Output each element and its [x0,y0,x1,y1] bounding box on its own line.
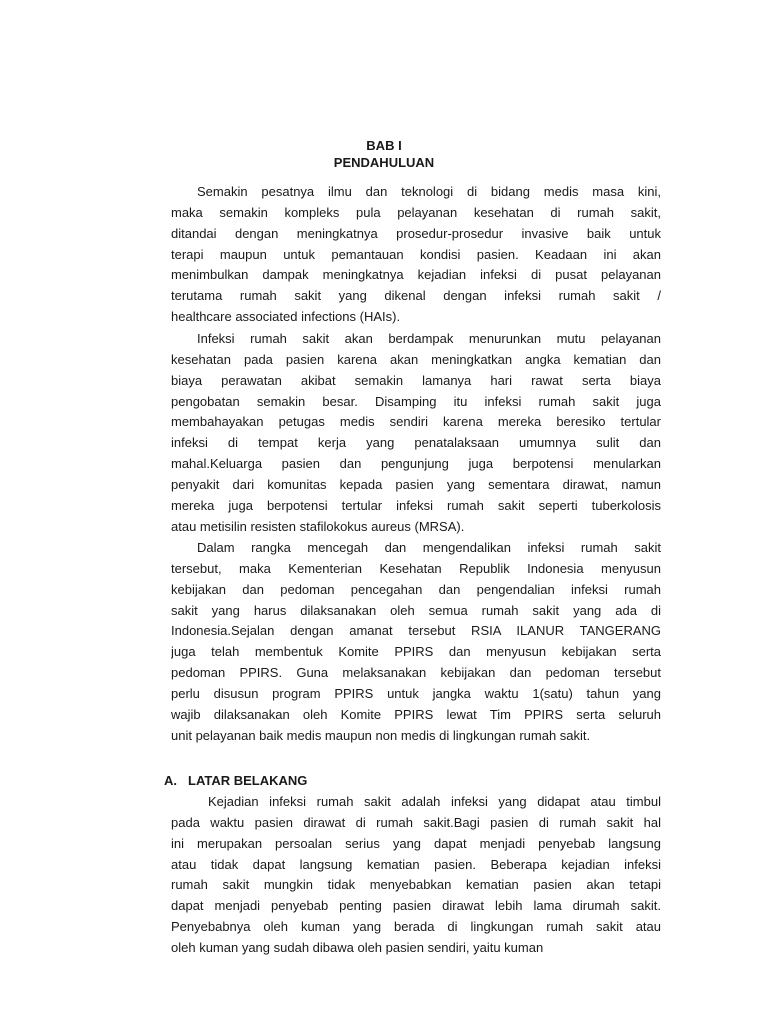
paragraph-line: membahayakan petugas medis sendiri karena mereka beresiko tertular [171,414,661,430]
section-heading-latar-belakang [164,772,307,790]
section-number: A. [164,773,177,788]
paragraph-line: ditandai dengan meningkatnya prosedur-prosedur invasive baik untuk [171,225,661,241]
paragraph-line: Infeksi rumah sakit akan berdampak menurunkan mutu pelayanan [197,331,661,346]
paragraph-1 [171,182,661,328]
section-title: LATAR BELAKANG [188,773,308,788]
paragraph-line: kesehatan pada pasien karena akan meningkatkan angka kematian dan [171,351,661,367]
paragraph-line: Indonesia.Sejalan dengan amanat tersebut RSIA ILANUR TANGERANG [171,623,661,639]
paragraph-latar-belakang [171,792,661,959]
paragraph-line: atau metisilin resisten stafilokokus aureus (MRSA). [171,518,465,534]
paragraph-line: pengobatan semakin besar. Disamping itu infeksi rumah sakit juga [171,393,661,409]
paragraph-2 [171,329,661,537]
paragraph-line: wajib dilaksanakan oleh Komite PPIRS lewat Tim PPIRS serta seluruh [171,706,661,722]
paragraph-line: infeksi di tempat kerja yang penatalaksaan umumnya sulit dan [171,435,661,451]
paragraph-line: menimbulkan dampak meningkatnya kejadian infeksi di pusat pelayanan [171,267,661,283]
paragraph-line: Kejadian infeksi rumah sakit adalah infeksi yang didapat atau timbul [208,794,661,809]
paragraph-line: tersebut, maka Kementerian Kesehatan Republik Indonesia menyusun [171,560,661,576]
paragraph-line: pedoman PPIRS. Guna melaksanakan kebijakan dan pedoman tersebut [171,665,661,681]
chapter-number: BAB I [366,138,402,153]
paragraph-line: Penyebabnya oleh kuman yang berada di lingkungan rumah sakit atau [171,919,661,935]
paragraph-line: healthcare associated infections (HAIs). [171,309,401,325]
paragraph-line: juga telah membentuk Komite PPIRS dan menyusun kebijakan serta [171,644,661,660]
paragraph-line: dapat menjadi penyebab penting pasien dirawat lebih lama dirumah sakit. [171,898,661,914]
paragraph-line: mahal.Keluarga pasien dan pengunjung juga berpotensi menularkan [171,456,661,472]
paragraph-line: oleh kuman yang sudah dibawa oleh pasien sendiri, yaitu kuman [171,939,544,955]
paragraph-line: rumah sakit mungkin tidak menyebabkan kematian pasien akan tetapi [171,877,661,893]
paragraph-line: Semakin pesatnya ilmu dan teknologi di bidang medis masa kini, [197,184,661,199]
paragraph-line: maka semakin kompleks pula pelayanan kesehatan di rumah sakit, [171,204,661,220]
chapter-title: PENDAHULUAN [333,155,435,170]
paragraph-line: terapi maupun untuk pemantauan kondisi pasien. Keadaan ini akan [171,246,661,262]
paragraph-line: ini merupakan persoalan serius yang dapat menjadi penyebab langsung [171,835,661,851]
paragraph-line: kebijakan dan pedoman pencegahan dan pengendalian infeksi rumah [171,581,661,597]
paragraph-line: perlu disusun program PPIRS untuk jangka waktu 1(satu) tahun yang [171,685,661,701]
paragraph-line: atau tidak dapat langsung kematian pasien. Beberapa kejadian infeksi [171,856,661,872]
paragraph-line: biaya perawatan akibat semakin lamanya hari rawat serta biaya [171,372,661,388]
paragraph-line: sakit yang harus dilaksanakan oleh semua rumah sakit yang ada di [171,602,661,618]
paragraph-line: penyakit dari komunitas kepada pasien yang sementara dirawat, namun [171,476,661,492]
paragraph-line: Dalam rangka mencegah dan mengendalikan infeksi rumah sakit [197,540,661,555]
paragraph-line: mereka juga berpotensi tertular infeksi rumah sakit seperti tuberkolosis [171,497,661,513]
paragraph-line: terutama rumah sakit yang dikenal dengan infeksi rumah sakit / [171,288,661,304]
paragraph-3 [171,538,661,746]
paragraph-line: pada waktu pasien dirawat di rumah sakit.Bagi pasien di rumah sakit hal [171,814,661,830]
paragraph-line: unit pelayanan baik medis maupun non medis di lingkungan rumah sakit. [171,727,591,743]
